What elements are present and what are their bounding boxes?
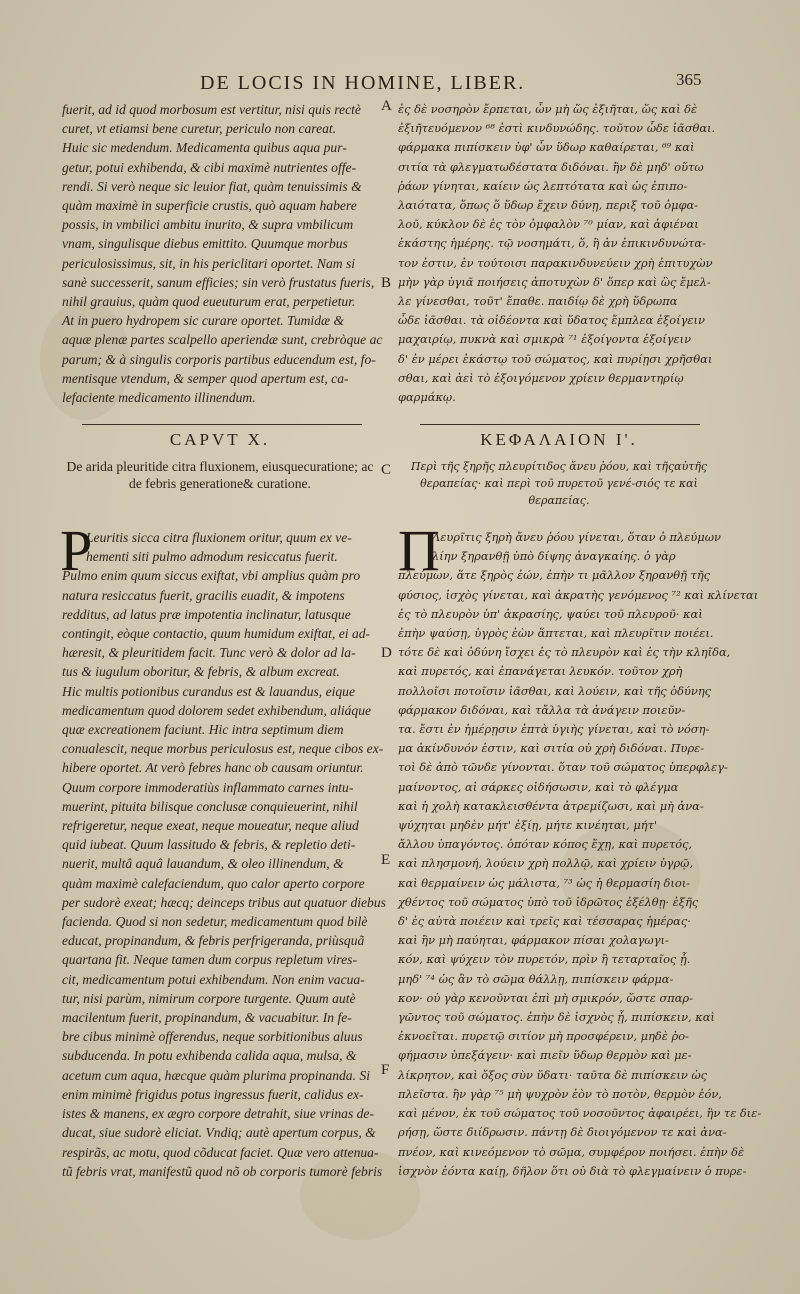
text-line: πλεῖστα. ἢν γὰρ ⁷⁵ μὴ ψυχρὸν ἐὸν τὸ ποτὸν, θερμὸν ἐόν, bbox=[398, 1086, 722, 1101]
text-line: nuerit, multâ aquâ lauandum, & oleo illinendum, & bbox=[62, 856, 344, 872]
text-line: istes & manens, ex ægro corpore detrahit, siue vrinas de- bbox=[62, 1106, 374, 1122]
text-line: bre cibus minimè offerendus, neque sorbitionibus aluus bbox=[62, 1029, 363, 1045]
text-line: ἐς δὲ νοσηρὸν ἔρπεται, ὧν μὴ ὥς ἐξιῆται, ὥς καὶ δὲ bbox=[398, 102, 698, 116]
text-line: medicamentum quod dolorem sedet exhibendum, aliáque bbox=[62, 702, 372, 718]
text-line: conualescit, neque morbus periculosus est, neque cibos ex- bbox=[62, 741, 384, 757]
latin-column-top bbox=[62, 100, 383, 412]
text-line: sanè successerit, sanum efficies; sin verò frustatus fueris, bbox=[62, 274, 375, 290]
text-line: muerint, pituita bilisque conclusæ conquieuerint, nihil bbox=[62, 798, 358, 814]
text-line: quartana fit. Neque tamen dum corpus repletum vires- bbox=[62, 952, 357, 968]
text-line: possis, in vmbilici ambitu inurito, & supra vmbilicum bbox=[62, 217, 354, 233]
text-line: rendi. Si verò neque sic leuior fiat, quàm tenuissimis & bbox=[62, 178, 362, 194]
text-line: ῥάων γίνηται, καίειν ὡς λεπτότατα καὶ ὡς ἐπιπο- bbox=[398, 178, 688, 193]
text-line: ἰσχνὸν ἐόντα καίῃ, δῆλον ὅτι οὐ διὰ τὸ φλεγμαίνειν ὁ πυρε- bbox=[398, 1163, 747, 1178]
text-line: acetum cum aqua, hæcque quàm plurima propinanda. Si bbox=[62, 1067, 370, 1083]
text-line: χθέντος τοῦ σώματος ὑπὸ τοῦ ἱδρῶτος ἐξέλθῃ· ἐξῆς bbox=[398, 894, 699, 909]
text-line: μα ἀκίνδυνόν ἐστιν, καὶ σιτία οὐ χρὴ διδόναι. Πυρε- bbox=[398, 741, 705, 756]
text-line: Huic sic medendum. Medicamenta quibus aqua pur- bbox=[62, 140, 347, 156]
text-line: καὶ ἢν μὴ παύηται, φάρμακον πίσαι χολαγωγι- bbox=[398, 933, 669, 948]
text-line: quæ excreationem faciunt. Hic intra septimum diem bbox=[62, 722, 344, 738]
text-line: αὐτῆς θεραπείας· καὶ περὶ τοῦ πυρετοῦ γενέ- bbox=[420, 460, 708, 490]
text-line: contingit, eòque contactio, quum humidum exiftat, ei ad- bbox=[62, 626, 371, 642]
margin-letter-c: C bbox=[381, 462, 392, 478]
text-line: respirãs, ac motu, quod cõducat faciet. Quæ vero attenua- bbox=[62, 1144, 379, 1160]
text-line: γῶντος τοῦ σώματος. ἐπὴν δὲ ἰσχνὸς ᾖ, πιπίσκειν, καὶ bbox=[398, 1010, 715, 1025]
text-line: periculosissimus, sit, in his periclitari oportet. Nam si bbox=[62, 255, 356, 271]
greek-column-top bbox=[398, 100, 720, 412]
text-line: subducenda. In potu exhibenda calida aqua, mulsa, & bbox=[62, 1048, 357, 1064]
text-line: μηδ' ⁷⁴ ὡς ἂν τὸ σῶμα θάλλῃ, πιπίσκειν φάρμα- bbox=[398, 971, 674, 986]
text-line: Quum corpore immoderatiùs inflammato carnes intu- bbox=[62, 779, 354, 795]
text-line: καὶ πλησμονή, λούειν χρὴ πολλῷ, καὶ χρίειν ὑγρῷ, bbox=[398, 856, 694, 871]
text-line: φαρμάκῳ. bbox=[398, 390, 456, 405]
text-line: tur, nisi parùm, nimirum corpore turgente. Quum autè bbox=[62, 990, 356, 1006]
text-line: μαχαιρίῳ, πυκνὰ καὶ σμικρὰ ⁷¹ ἐξοίγοντα ἐξοίγειν bbox=[398, 332, 692, 347]
latin-column-body bbox=[62, 528, 386, 1268]
text-line: καὶ μένον, ἐκ τοῦ σώματος τοῦ νοσοῦντος ἀφαιρέει, ἢν τε διε- bbox=[398, 1106, 762, 1121]
text-line: δ' ἐν μέρει ἑκάστῳ τοῦ σώματος, καὶ πυρίῃσι χρῆσθαι bbox=[398, 351, 713, 366]
text-line: getur, potui exhibenda, & cibi maximè nutrientes offe- bbox=[62, 159, 357, 175]
text-line: φάρμακον διδόναι, καὶ τἄλλα τὰ ἀνάγειν ποιεῦν- bbox=[398, 702, 686, 717]
text-line: hibere oportet. At verò febres hanc ob causam oriuntur. bbox=[62, 760, 364, 776]
text-line: πολλοῖσι ποτοῖσιν ἰᾶσθαι, καὶ λούειν, καὶ τῆς ὀδύνης bbox=[398, 683, 712, 698]
text-line: Leuritis sicca citra fluxionem oritur, quum ex ve- bbox=[86, 530, 352, 545]
text-line: tũ febris vrat, manifestũ quod nõ ob corporis tumorè febris bbox=[62, 1163, 383, 1179]
text-line: quàm maximè calefaciendum, quo calor aperto corpore bbox=[62, 875, 365, 891]
text-line: hæresit, & pleuritidem facit. Tunc verò & dolor ad la- bbox=[62, 645, 356, 661]
text-line: τότε δὲ καὶ ὀδύνη ἴσχει ἐς τὸ πλευρὸν καὶ ἐς τὴν κληῖδα, bbox=[398, 645, 731, 660]
text-line: ψύχηται μηδὲν μήτ' ἐξίῃ, μήτε κινέηται, μήτ' bbox=[398, 818, 658, 833]
text-line: λίην ξηρανθῇ ὑπὸ δίψης ἀναγκαίης. ὁ γὰρ bbox=[432, 549, 676, 564]
margin-letter-f: F bbox=[381, 1062, 390, 1078]
chapter-subtitle-greek bbox=[398, 458, 720, 509]
margin-letter-a: A bbox=[381, 98, 392, 114]
text-line: σιός τε καὶ θεραπείας. bbox=[528, 477, 698, 507]
text-line: curatione; ac de febris generatione bbox=[129, 459, 374, 491]
text-line: quid iubeat. Quum lassitudo & febris, & repletio deti- bbox=[62, 837, 356, 853]
text-line: natura resiccatus fuerit, gracilis euadit, & impotens bbox=[62, 587, 345, 603]
text-line: per sudorè exeat; hæcq; deinceps tribus aut quatuor diebus bbox=[62, 894, 386, 910]
page-number: 365 bbox=[676, 70, 702, 89]
text-line: Hic multis potionibus curandus est & lauandus, eique bbox=[62, 683, 356, 699]
text-line: σθαι, καὶ ἀεὶ τὸ ἐξοιγόμενον χρίειν θερμαντηρίῳ bbox=[398, 370, 684, 385]
chapter-title-greek: ΚΕΦΑΛΑΙΟΝ Ι'. bbox=[480, 430, 638, 449]
text-line: ὧδε ἰᾶσθαι. τὰ οἰδέοντα καὶ ὕδατος ἔμπλεα ἐξοίγειν bbox=[398, 313, 705, 328]
text-line: Pulmo enim quum siccus exiftat, vbi amplius quàm pro bbox=[62, 568, 361, 584]
text-line: φύσιος, ἰσχὸς γίνεται, καὶ ἀκρατὴς γενόμενος ⁷² καὶ κλίνεται bbox=[398, 587, 759, 602]
text-line: aquæ plenæ partes scalpello aperiendæ sunt, crebròque ac bbox=[62, 332, 383, 348]
text-line: κόν, καὶ ψύχειν τὸν πυρετόν, πρὶν ἢ τεταρταῖος ᾖ. bbox=[398, 952, 691, 967]
text-line: καὶ θερμαίνειν ὡς μάλιστα, ⁷³ ὡς ἡ θερμασίη διοι- bbox=[398, 875, 691, 890]
text-line: cit, medicamentum potui exhibendum. Non enim vacua- bbox=[62, 971, 365, 987]
text-line: τα. ἔστι ἐν ἡμέρῃσιν ἑπτὰ ὑγιὴς γίνεται, καὶ τὸ νόση- bbox=[398, 722, 710, 737]
text-line: τοὶ δὲ ἀπὸ τῶνδε γίνονται. ὅταν τοῦ σώματος ὑπερφλεγ- bbox=[398, 760, 728, 775]
text-line: Λευρῖτις ξηρὴ ἄνευ ῥόου γίνεται, ὅταν ὁ πλεύμων bbox=[432, 530, 721, 544]
text-line: Περὶ τῆς ξηρῆς πλευρίτιδος ἄνευ ῥόου, καὶ τῆς bbox=[410, 460, 675, 473]
text-line: μὴν γὰρ ὑγιᾶ ποιήσεις ἀποτυχὼν δ' ὅπερ καὶ ὣς ἔμελ- bbox=[398, 274, 711, 289]
text-line: λοῦ, κύκλον δὲ ἐς τὸν ὀμφαλὸν ⁷⁰ μίαν, καὶ ἀφιέναι bbox=[398, 217, 699, 232]
page-header bbox=[0, 70, 800, 96]
text-line: ἐκνοεῖται. πυρετῷ σιτίον μὴ προσφέρειν, μηδὲ ῥο- bbox=[398, 1029, 689, 1044]
text-line: ἐπὴν ψαύσῃ, ὑγρὸς ἐὼν ἅπτεται, καὶ πλευρῖτιν ποιέει. bbox=[398, 626, 714, 641]
text-line: tus & iugulum oboritur, & febris, & album excreat. bbox=[62, 664, 340, 680]
text-line: & curatione. bbox=[243, 476, 311, 491]
text-line: De arida pleuritide citra fluxionem, eiusque bbox=[66, 459, 304, 474]
margin-letter-b: B bbox=[381, 275, 392, 291]
text-line: At in puero hydropem sic curare oportet. Tumidæ & bbox=[62, 313, 345, 329]
text-line: ἄλλου ὑπαγόντος. ὁπόταν κόπος ἔχῃ, καὶ πυρετός, bbox=[398, 837, 693, 852]
text-line: καὶ πυρετός, καὶ ἐπανάγεται λευκόν. τοῦτον χρὴ bbox=[398, 664, 683, 679]
margin-letter-e: E bbox=[381, 852, 391, 868]
text-line: φάρμακα πιπίσκειν ὑφ' ὧν ὕδωρ καθαίρεται, ⁶⁹ καὶ bbox=[398, 140, 695, 155]
greek-column-body bbox=[398, 528, 762, 1268]
margin-letter-d: D bbox=[381, 645, 392, 661]
text-line: ἑκάστης ἡμέρης. τῷ νοσημάτι, ὅ, ἢ ἀν ἐπικινδυνώτα- bbox=[398, 236, 706, 251]
dropcap-latin: P bbox=[60, 518, 93, 583]
text-line: vnam, singulisque diebus emittito. Quumque morbus bbox=[62, 236, 348, 252]
text-line: πλεύμων, ἅτε ξηρὸς ἐών, ἐπὴν τι μᾶλλον ξηρανθῇ τῆς bbox=[398, 568, 711, 583]
text-line: καὶ ἡ χολὴ κατακλεισθέντα ἀτρεμίζωσι, καὶ μὴ ἀνα- bbox=[398, 798, 704, 813]
text-line: κον· οὐ γὰρ κενοῦνται ἐπὶ μὴ σμικρόν, ὥστε σπαρ- bbox=[398, 990, 693, 1005]
text-line: redditus, ad latus præ impotentia inclinatur, latusque bbox=[62, 606, 351, 622]
text-line: mentisque vtendum, & semper quod apertum est, ca- bbox=[62, 370, 349, 386]
text-line: ἐξιῆτευόμενον ⁶⁸ ἐστὶ κινδυνώδης. τοῦτον ὧδε ἰᾶσθαι. bbox=[398, 121, 716, 136]
text-line: fuerit, ad id quod morbosum est vertitur, nisi quis rectè bbox=[62, 102, 361, 117]
text-line: πνέον, καὶ κινεόμενον τὸ σῶμα, συμφέρον ποιήσει. ἐπὴν δὲ bbox=[398, 1144, 745, 1159]
section-rule-left bbox=[82, 424, 362, 425]
text-line: ρήσῃ, ὥστε διίδρωσιν. πάντῃ δὲ διοιγόμενον τε καὶ ἀνα- bbox=[398, 1125, 727, 1140]
text-line: λίκρητον, καὶ ὄξος σὺν ὕδατι· ταῦτα δὲ πιπίσκειν ὡς bbox=[398, 1067, 708, 1082]
text-line: refrigeretur, neque exeat, neque moueatur, neque aliud bbox=[62, 818, 359, 834]
text-line: parum; & à singulis corporis partibus educendum est, fo- bbox=[62, 351, 376, 367]
text-line: lefaciente medicamento illinendum. bbox=[62, 390, 256, 406]
text-line: ἐς τὸ πλευρὸν ὑπ' ἀκρασίης, ψαύει τοῦ πλευροῦ· καὶ bbox=[398, 606, 703, 621]
text-line: λαιότατα, ὅπως ὅ ὕδωρ ἔχειν δύνῃ, περιξ τοῦ ὀμφα- bbox=[398, 198, 699, 213]
dropcap-greek: Π bbox=[398, 518, 440, 583]
text-line: hementi siti pulmo admodum resiccatus fuerit. bbox=[86, 549, 338, 565]
text-line: quàm maximè in superficie crustis, quò aquam habere bbox=[62, 198, 357, 214]
text-line: δ' ἐς αὐτὰ ποιέειν καὶ τρεῖς καὶ τέσσαρας ἡμέρας· bbox=[398, 914, 691, 929]
running-title: DE LOCIS IN HOMINE, LIBER. bbox=[200, 72, 526, 94]
text-line: educat, propinandum, & febris perfrigeranda, priùsquã bbox=[62, 933, 365, 949]
text-line: nihil grauius, quàm quod eueuturum erat, perpetietur. bbox=[62, 294, 356, 310]
text-line: macilentum fuerit, propinandum, & vacuabitur. In fe- bbox=[62, 1010, 352, 1026]
chapter-subtitle-latin bbox=[62, 458, 378, 492]
text-line: φήμασιν ὑπεξάγειν· καὶ πιεῖν ὕδωρ θερμὸν καὶ με- bbox=[398, 1048, 692, 1063]
text-line: ducat, siue sudorè eliciat. Vndiq; autè apertum corpus, & bbox=[62, 1125, 376, 1141]
text-line: λε γίνεσθαι, τοῦτ' ἔπαθε. παιδίῳ δὲ χρὴ ὕδρωπα bbox=[398, 294, 678, 309]
text-line: facienda. Quod si non sedetur, medicamentum quod bilè bbox=[62, 914, 368, 930]
text-line: σιτία τὰ φλεγματωδέστατα διδόναι. ἢν δὲ μηδ' οὕτω bbox=[398, 159, 704, 174]
text-line: enim minimè frigidus potus ingressus fuerit, calidus ex- bbox=[62, 1086, 364, 1102]
text-line: μαίνοντος, αἱ σάρκες οἰδήσωσιν, καὶ τὸ φλέγμα bbox=[398, 779, 679, 794]
chapter-title-latin: CAPVT X. bbox=[169, 430, 271, 449]
text-line: τον ἐστιν, ἐν τούτοισι παρακινδυνεύειν χρὴ ἐπιτυχὼν bbox=[398, 255, 713, 270]
section-rule-right bbox=[420, 424, 700, 425]
text-line: curet, vt etiamsi bene curetur, periculo non careat. bbox=[62, 121, 337, 137]
